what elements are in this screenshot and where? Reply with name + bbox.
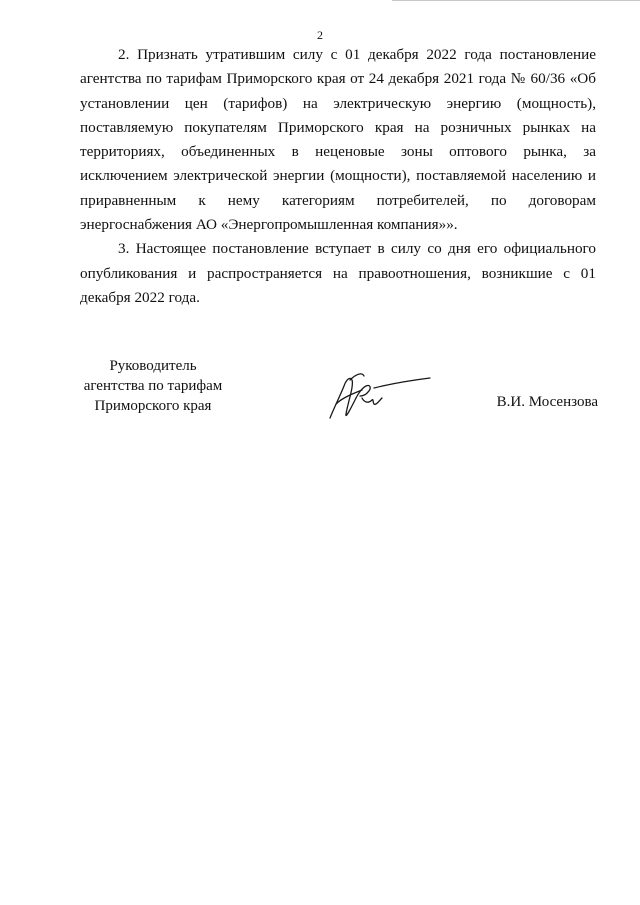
signature-block: [78, 356, 598, 426]
signer-title-line-2: агентства по тарифам: [83, 378, 223, 394]
paragraph-3: 3. Настоящее постановление вступает в силу со дня его официального опубликования и распространяется на правоотношения, возникшие с 01 декабря 2022 года.: [80, 240, 596, 306]
document-body: [80, 43, 596, 310]
page-number: 2: [317, 28, 323, 42]
top-edge-rule: [392, 0, 640, 1]
signer-name: В.И. Мосензова: [496, 394, 598, 410]
signer-title-line-3: Приморского края: [94, 398, 212, 414]
paragraph-2: 2. Признать утратившим силу с 01 декабря 2022 года постановление агентства по тарифам Приморского края от 24 декабря 2021 года № 60/36 «Об установлении цен (тарифов) на электрическую энергию (мощность), поставляемую покупателям Приморского края на розничных рынках на территориях, объединенных в неценовые зоны оптового рынка, за исключением электрической энергии (мощности), поставляемой населению и приравненным к нему категориям потребителей, по договорам энергоснабжения АО «Энергопромышленная компания»».: [80, 46, 596, 234]
handwritten-signature: [322, 368, 434, 424]
signer-title: [78, 356, 228, 416]
signer-title-line-1: Руководитель: [109, 358, 197, 374]
